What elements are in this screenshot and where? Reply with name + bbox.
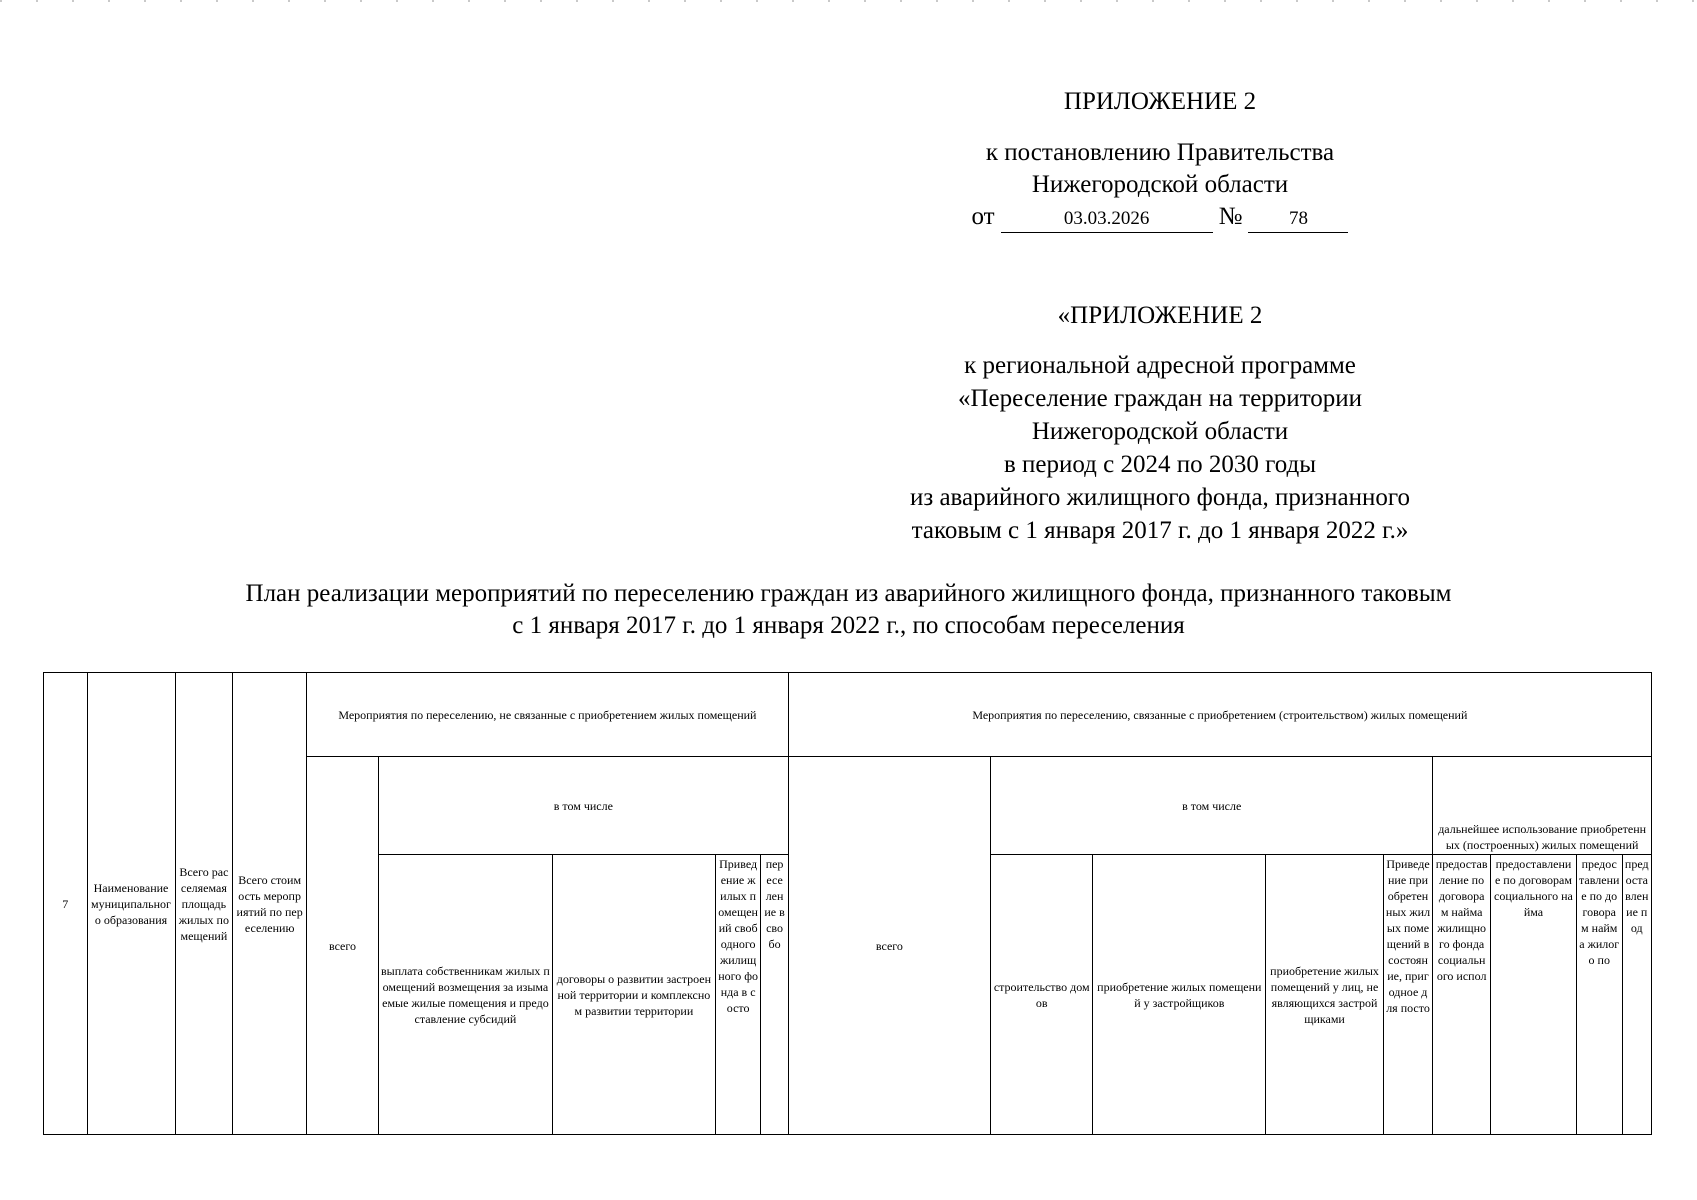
annex-line: в период с 2024 по 2030 годы <box>1003 451 1317 478</box>
annex-line: таковым с 1 января 2017 г. до 1 января 2022 г.» <box>911 517 1409 544</box>
decree-number: 78 <box>1248 208 1348 233</box>
provide-rent-contract: предоставление по договорам найма жилого по <box>1576 855 1622 1135</box>
acq-including: в том числе <box>991 757 1433 855</box>
annex-line: из аварийного жилищного фонда, признанного <box>909 484 1411 511</box>
territory-contracts: договоры о развитии застроенной территории и комплексном развитии территории <box>552 855 715 1135</box>
provide-last: предоставление под <box>1622 855 1652 1135</box>
payment-owners: выплата собственникам жилых помещений возмещения за изымаемые жилые помещения и предоставление субсидий <box>378 855 552 1135</box>
resettlement-plan-table <box>43 672 1652 1135</box>
annex-lines <box>860 350 1460 548</box>
provide-social-use: предоставление по договорам найма жилищного фонда социального испол <box>1433 855 1491 1135</box>
construction-houses: строительство домов <box>991 855 1093 1135</box>
decree-line-2: Нижегородской области <box>1031 171 1289 198</box>
page-top-edge <box>0 0 1697 2</box>
decree-date-number <box>860 201 1460 235</box>
from-label: от <box>971 203 995 230</box>
col-total-area: Всего расселяемая площадь жилых помещений <box>175 673 233 1135</box>
group-acquisition: Мероприятия по переселению, связанные с приобретением (строительством) жилых помещений <box>788 673 1651 757</box>
purchase-developers: приобретение жилых помещений у застройщиков <box>1093 855 1266 1135</box>
decree-line-1: к постановлению Правительства <box>985 139 1335 166</box>
group-not-acquisition: Мероприятия по переселению, не связанные с приобретением жилых помещений <box>307 673 789 757</box>
acq-total: всего <box>788 757 990 1135</box>
col-total-cost: Всего стоимость мероприятий по переселению <box>233 673 307 1135</box>
number-label: № <box>1218 203 1243 230</box>
provide-social-rent: предоставление по договорам социального найма <box>1490 855 1576 1135</box>
resettle-free-fund: переселение в свобо <box>761 855 788 1135</box>
annex-line: к региональной адресной программе <box>964 352 1356 379</box>
purchase-non-developers: приобретение жилых помещений у лиц, не являющихся застройщиками <box>1266 855 1383 1135</box>
annex-line: «Переселение граждан на территории <box>957 385 1363 412</box>
annex-title: «ПРИЛОЖЕНИЕ 2 <box>1057 302 1263 329</box>
plan-title <box>100 578 1597 642</box>
bringing-free-fund: Приведение жилых помещений свободного жилищного фонда в состо <box>715 855 761 1135</box>
not-acq-total: всего <box>307 757 379 1135</box>
decree-date: 03.03.2026 <box>1001 208 1213 233</box>
row-number-cell: 7 <box>44 673 88 1135</box>
not-acq-including: в том числе <box>378 757 788 855</box>
bringing-acquired: Приведение приобретенных жилых помещений в состояние, пригодное для посто <box>1383 855 1433 1135</box>
col-municipality-name: Наименование муниципального образования <box>87 673 175 1135</box>
plan-title-line-2: с 1 января 2017 г. до 1 января 2022 г., по способам переселения <box>512 612 1185 639</box>
appendix-title: ПРИЛОЖЕНИЕ 2 <box>1063 88 1257 115</box>
annex-line: Нижегородской области <box>1031 418 1289 445</box>
plan-title-line-1: План реализации мероприятий по переселению граждан из аварийного жилищного фонда, признанного таковым <box>245 580 1452 607</box>
further-use: дальнейшее использование приобретенных (построенных) жилых помещений <box>1433 757 1652 855</box>
